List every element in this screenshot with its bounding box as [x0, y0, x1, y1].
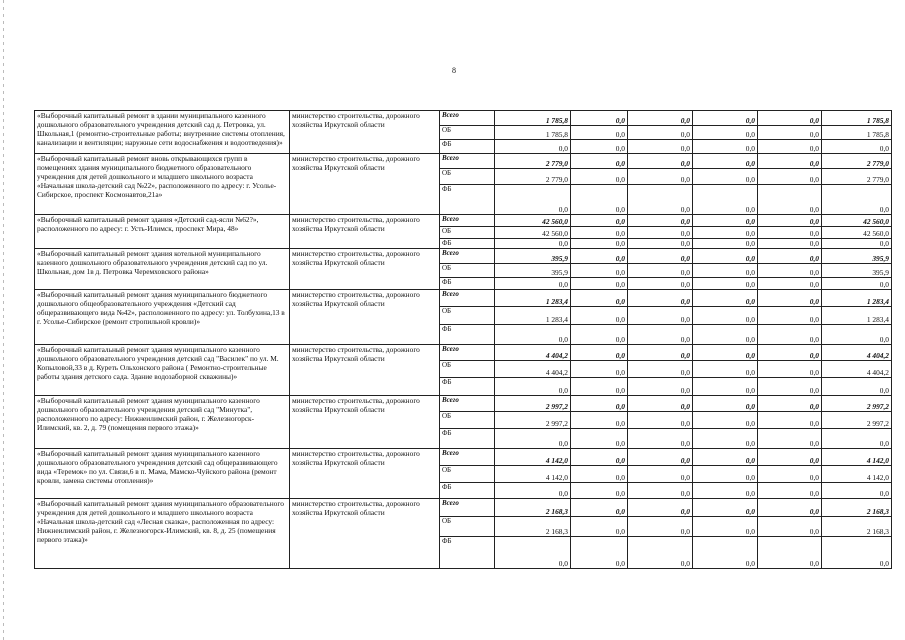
- amount-cell: 0,0: [758, 140, 822, 154]
- amount-cell: 0,0: [758, 227, 822, 239]
- program-table: [34, 110, 892, 569]
- amount-cell: 0,0: [693, 483, 758, 499]
- funding-source-cell: ФБ: [440, 483, 495, 499]
- amount-cell: 0,0: [571, 140, 628, 154]
- amount-cell: 0,0: [822, 378, 892, 396]
- amount-cell: 0,0: [495, 537, 571, 569]
- amount-cell: 0,0: [628, 111, 693, 126]
- amount-cell: 0,0: [571, 466, 628, 483]
- amount-cell: 0,0: [693, 429, 758, 449]
- table-row: [35, 345, 892, 361]
- amount-cell: 4 142,0: [822, 449, 892, 466]
- amount-cell: 0,0: [571, 290, 628, 307]
- amount-cell: 42 560,0: [822, 227, 892, 239]
- amount-cell: 0,0: [628, 412, 693, 429]
- amount-cell: 0,0: [758, 412, 822, 429]
- amount-cell: 4 404,2: [822, 345, 892, 361]
- amount-cell: 0,0: [628, 169, 693, 185]
- amount-cell: 0,0: [693, 325, 758, 345]
- table-row: [35, 499, 892, 517]
- amount-cell: 0,0: [758, 185, 822, 215]
- amount-cell: 1 785,8: [822, 126, 892, 140]
- amount-cell: 0,0: [571, 215, 628, 227]
- amount-cell: 1 785,8: [822, 111, 892, 126]
- amount-cell: 0,0: [822, 537, 892, 569]
- object-name-cell: «Выборочный капитальный ремонт здания муниципального образовательного учреждения для детей дошкольного и младшего школьного возраста «Начальная школа-детский сад «Лесная сказка», расположенная по адресу: Нижнеилимский район, г. Железногорск-Илимский, кв. 8, д. 25 (помещения первого этажа)»: [35, 499, 290, 569]
- amount-cell: 0,0: [758, 429, 822, 449]
- table-row: [35, 290, 892, 307]
- amount-cell: 0,0: [628, 264, 693, 278]
- amount-cell: 0,0: [571, 499, 628, 517]
- amount-cell: 4 404,2: [495, 345, 571, 361]
- amount-cell: 0,0: [758, 499, 822, 517]
- amount-cell: 2 168,3: [495, 517, 571, 537]
- amount-cell: 0,0: [758, 325, 822, 345]
- amount-cell: 4 142,0: [495, 466, 571, 483]
- amount-cell: 0,0: [571, 111, 628, 126]
- amount-cell: 0,0: [571, 227, 628, 239]
- amount-cell: 0,0: [758, 483, 822, 499]
- funding-source-cell: Всего: [440, 249, 495, 264]
- amount-cell: 0,0: [495, 185, 571, 215]
- amount-cell: 0,0: [693, 239, 758, 249]
- amount-cell: 0,0: [693, 185, 758, 215]
- amount-cell: 0,0: [758, 396, 822, 412]
- amount-cell: 0,0: [758, 449, 822, 466]
- amount-cell: 42 560,0: [495, 227, 571, 239]
- amount-cell: 0,0: [571, 185, 628, 215]
- amount-cell: 0,0: [571, 307, 628, 325]
- amount-cell: 0,0: [822, 185, 892, 215]
- amount-cell: 1 785,8: [495, 126, 571, 140]
- funding-source-cell: Всего: [440, 215, 495, 227]
- amount-cell: 0,0: [571, 429, 628, 449]
- amount-cell: 2 997,2: [495, 412, 571, 429]
- object-name-cell: «Выборочный капитальный ремонт вновь открывающихся групп в помещениях здания муниципального бюджетного образовательного учреждения для детей дошкольного и младшего школьного возраста «Начальная школа-детский сад №22», расположенного по адресу: г. Усолье-Сибирское, проспект Космонавтов,21а»: [35, 154, 290, 215]
- funding-source-cell: Всего: [440, 154, 495, 169]
- amount-cell: 0,0: [693, 169, 758, 185]
- funding-source-cell: Всего: [440, 290, 495, 307]
- scan-margin-line: [3, 0, 4, 640]
- amount-cell: 0,0: [628, 466, 693, 483]
- amount-cell: 0,0: [571, 239, 628, 249]
- amount-cell: 0,0: [571, 126, 628, 140]
- table-row: [35, 111, 892, 126]
- amount-cell: 0,0: [758, 466, 822, 483]
- executor-cell: министерство строительства, дорожного хозяйства Иркутской области: [290, 215, 440, 249]
- table-row: [35, 249, 892, 264]
- amount-cell: 0,0: [693, 290, 758, 307]
- page-number: 8: [452, 66, 456, 75]
- amount-cell: 0,0: [822, 140, 892, 154]
- amount-cell: 0,0: [693, 278, 758, 290]
- funding-source-cell: Всего: [440, 396, 495, 412]
- amount-cell: 0,0: [822, 483, 892, 499]
- amount-cell: 0,0: [628, 290, 693, 307]
- amount-cell: 0,0: [571, 154, 628, 169]
- amount-cell: 0,0: [628, 215, 693, 227]
- amount-cell: 0,0: [571, 345, 628, 361]
- amount-cell: 0,0: [758, 111, 822, 126]
- funding-source-cell: ОБ: [440, 126, 495, 140]
- amount-cell: 1 283,4: [495, 290, 571, 307]
- amount-cell: 0,0: [628, 227, 693, 239]
- amount-cell: 0,0: [758, 361, 822, 378]
- object-name-cell: «Выборочный капитальный ремонт здания муниципального бюджетного дошкольного общеобразовательного учреждения «Детский сад общеразвивающего вида №42», расположенного по адресу: ул. Толбухина,13 в г. Усолье-Сибирское (ремонт стропильной кровли)»: [35, 290, 290, 345]
- executor-cell: министерство строительства, дорожного хозяйства Иркутской области: [290, 396, 440, 449]
- amount-cell: 395,9: [822, 264, 892, 278]
- executor-cell: министерство строительства, дорожного хозяйства Иркутской области: [290, 345, 440, 396]
- amount-cell: 0,0: [693, 227, 758, 239]
- funding-source-cell: ФБ: [440, 378, 495, 396]
- amount-cell: 0,0: [628, 449, 693, 466]
- amount-cell: 2 779,0: [495, 154, 571, 169]
- table-row: [35, 396, 892, 412]
- funding-source-cell: Всего: [440, 499, 495, 517]
- amount-cell: 4 142,0: [495, 449, 571, 466]
- amount-cell: 0,0: [628, 307, 693, 325]
- object-name-cell: «Выборочный капитальный ремонт здания муниципального казенного дошкольного образовательного учреждения детский сад общеразвивающего вида «Теремок» по ул. Связи,6 в п. Мама, Мамско-Чуйского района (ремонт кровли, замена системы отопления)»: [35, 449, 290, 499]
- funding-source-cell: ФБ: [440, 140, 495, 154]
- amount-cell: 0,0: [822, 429, 892, 449]
- amount-cell: 0,0: [495, 429, 571, 449]
- amount-cell: 2 779,0: [495, 169, 571, 185]
- amount-cell: 0,0: [693, 499, 758, 517]
- amount-cell: 0,0: [693, 378, 758, 396]
- amount-cell: 4 404,2: [822, 361, 892, 378]
- funding-source-cell: ОБ: [440, 264, 495, 278]
- amount-cell: 0,0: [693, 361, 758, 378]
- amount-cell: 0,0: [758, 169, 822, 185]
- funding-source-cell: ОБ: [440, 466, 495, 483]
- executor-cell: министерство строительства, дорожного хозяйства Иркутской области: [290, 449, 440, 499]
- amount-cell: 42 560,0: [495, 215, 571, 227]
- executor-cell: министерство строительства, дорожного хозяйства Иркутской области: [290, 154, 440, 215]
- table-row: [35, 215, 892, 227]
- executor-cell: министерство строительства, дорожного хозяйства Иркутской области: [290, 111, 440, 154]
- funding-source-cell: ОБ: [440, 412, 495, 429]
- amount-cell: 0,0: [571, 169, 628, 185]
- amount-cell: 1 283,4: [495, 307, 571, 325]
- amount-cell: 0,0: [628, 345, 693, 361]
- amount-cell: 0,0: [758, 290, 822, 307]
- amount-cell: 0,0: [693, 307, 758, 325]
- funding-source-cell: ФБ: [440, 429, 495, 449]
- amount-cell: 0,0: [758, 154, 822, 169]
- amount-cell: 0,0: [628, 249, 693, 264]
- amount-cell: 0,0: [495, 483, 571, 499]
- object-name-cell: «Выборочный капитальный ремонт в здании муниципального казенного дошкольного образовательного учреждения детский сад д. Петровка, ул. Школьная,1 (ремонтно-строительные работы; внутренние системы отопления, канализации и вентиляции; наружные сети водоснабжения и водоотведения)»: [35, 111, 290, 154]
- funding-source-cell: ФБ: [440, 185, 495, 215]
- table-row: [35, 154, 892, 169]
- amount-cell: 0,0: [628, 239, 693, 249]
- amount-cell: 0,0: [628, 126, 693, 140]
- object-name-cell: «Выборочный капитальный ремонт здания муниципального казенного дошкольного образовательного учреждения детский сад "Минутка", расположенного по адресу: Нижнеилимский район, г. Железногорск-Илимский, кв. 2, д. 79 (помещения первого этажа)»: [35, 396, 290, 449]
- amount-cell: 1 283,4: [822, 307, 892, 325]
- amount-cell: 395,9: [822, 249, 892, 264]
- amount-cell: 0,0: [571, 264, 628, 278]
- amount-cell: 0,0: [693, 126, 758, 140]
- funding-source-cell: ОБ: [440, 361, 495, 378]
- funding-source-cell: ОБ: [440, 307, 495, 325]
- funding-source-cell: Всего: [440, 345, 495, 361]
- amount-cell: 0,0: [758, 215, 822, 227]
- amount-cell: 0,0: [758, 345, 822, 361]
- amount-cell: 0,0: [758, 126, 822, 140]
- amount-cell: 0,0: [571, 278, 628, 290]
- amount-cell: 0,0: [571, 517, 628, 537]
- amount-cell: 0,0: [571, 361, 628, 378]
- amount-cell: 2 997,2: [495, 396, 571, 412]
- amount-cell: 0,0: [693, 466, 758, 483]
- amount-cell: 0,0: [495, 140, 571, 154]
- amount-cell: 0,0: [758, 278, 822, 290]
- amount-cell: 0,0: [628, 378, 693, 396]
- executor-cell: министерство строительства, дорожного хозяйства Иркутской области: [290, 249, 440, 290]
- funding-source-cell: ФБ: [440, 239, 495, 249]
- amount-cell: 0,0: [628, 185, 693, 215]
- amount-cell: 0,0: [628, 154, 693, 169]
- amount-cell: 0,0: [495, 378, 571, 396]
- amount-cell: 0,0: [628, 396, 693, 412]
- amount-cell: 0,0: [693, 111, 758, 126]
- object-name-cell: «Выборочный капитальный ремонт здания «Детский сад-ясли №62?», расположенного по адресу: г. Усть-Илимск, проспект Мира, 48»: [35, 215, 290, 249]
- amount-cell: 0,0: [571, 325, 628, 345]
- amount-cell: 0,0: [822, 239, 892, 249]
- amount-cell: 0,0: [571, 483, 628, 499]
- amount-cell: 0,0: [758, 537, 822, 569]
- amount-cell: 1 785,8: [495, 111, 571, 126]
- amount-cell: 2 779,0: [822, 154, 892, 169]
- funding-source-cell: ФБ: [440, 325, 495, 345]
- amount-cell: 2 168,3: [822, 517, 892, 537]
- amount-cell: 0,0: [758, 264, 822, 278]
- amount-cell: 0,0: [571, 412, 628, 429]
- amount-cell: 0,0: [628, 517, 693, 537]
- amount-cell: 0,0: [693, 345, 758, 361]
- amount-cell: 0,0: [758, 249, 822, 264]
- amount-cell: 4 404,2: [495, 361, 571, 378]
- amount-cell: 0,0: [628, 325, 693, 345]
- amount-cell: 0,0: [571, 537, 628, 569]
- amount-cell: 0,0: [571, 449, 628, 466]
- amount-cell: 0,0: [628, 429, 693, 449]
- amount-cell: 0,0: [628, 483, 693, 499]
- amount-cell: 0,0: [628, 140, 693, 154]
- amount-cell: 0,0: [693, 517, 758, 537]
- amount-cell: 0,0: [571, 396, 628, 412]
- amount-cell: 1 283,4: [822, 290, 892, 307]
- amount-cell: 2 997,2: [822, 412, 892, 429]
- amount-cell: 0,0: [758, 239, 822, 249]
- amount-cell: 0,0: [693, 249, 758, 264]
- amount-cell: 0,0: [628, 499, 693, 517]
- amount-cell: 0,0: [495, 278, 571, 290]
- amount-cell: 0,0: [693, 140, 758, 154]
- amount-cell: 2 168,3: [822, 499, 892, 517]
- amount-cell: 4 142,0: [822, 466, 892, 483]
- amount-cell: 0,0: [758, 307, 822, 325]
- amount-cell: 0,0: [693, 264, 758, 278]
- amount-cell: 0,0: [758, 517, 822, 537]
- amount-cell: 0,0: [693, 537, 758, 569]
- object-name-cell: «Выборочный капитальный ремонт здания котельной муниципального казенного дошкольного образовательного учреждения детский сад по ул. Школьная, дом 1в д. Петровка Черемховского района»: [35, 249, 290, 290]
- amount-cell: 0,0: [495, 239, 571, 249]
- amount-cell: 0,0: [628, 361, 693, 378]
- amount-cell: 0,0: [758, 378, 822, 396]
- amount-cell: 0,0: [822, 325, 892, 345]
- amount-cell: 42 560,0: [822, 215, 892, 227]
- funding-source-cell: Всего: [440, 111, 495, 126]
- amount-cell: 0,0: [693, 396, 758, 412]
- funding-source-cell: ОБ: [440, 227, 495, 239]
- funding-source-cell: ФБ: [440, 278, 495, 290]
- amount-cell: 2 168,3: [495, 499, 571, 517]
- amount-cell: 0,0: [693, 412, 758, 429]
- amount-cell: 0,0: [628, 278, 693, 290]
- amount-cell: 395,9: [495, 264, 571, 278]
- amount-cell: 0,0: [693, 215, 758, 227]
- funding-source-cell: ОБ: [440, 169, 495, 185]
- amount-cell: 0,0: [693, 154, 758, 169]
- amount-cell: 0,0: [571, 378, 628, 396]
- funding-source-cell: ОБ: [440, 517, 495, 537]
- amount-cell: 0,0: [822, 278, 892, 290]
- amount-cell: 0,0: [628, 537, 693, 569]
- executor-cell: министерство строительства, дорожного хозяйства Иркутской области: [290, 290, 440, 345]
- amount-cell: 0,0: [693, 449, 758, 466]
- funding-source-cell: ФБ: [440, 537, 495, 569]
- funding-source-cell: Всего: [440, 449, 495, 466]
- amount-cell: 0,0: [495, 325, 571, 345]
- amount-cell: 2 997,2: [822, 396, 892, 412]
- table-row: [35, 449, 892, 466]
- amount-cell: 395,9: [495, 249, 571, 264]
- object-name-cell: «Выборочный капитальный ремонт здания муниципального казенного дошкольного образовательного учреждения детский сад "Василек" по ул. М. Копыловой,33 в д. Куреть Ольхонского района ( Ремонтно-строительные работы здания детского сада. Здание водозаборной скважины)»: [35, 345, 290, 396]
- executor-cell: министерство строительства, дорожного хозяйства Иркутской области: [290, 499, 440, 569]
- amount-cell: 0,0: [571, 249, 628, 264]
- amount-cell: 2 779,0: [822, 169, 892, 185]
